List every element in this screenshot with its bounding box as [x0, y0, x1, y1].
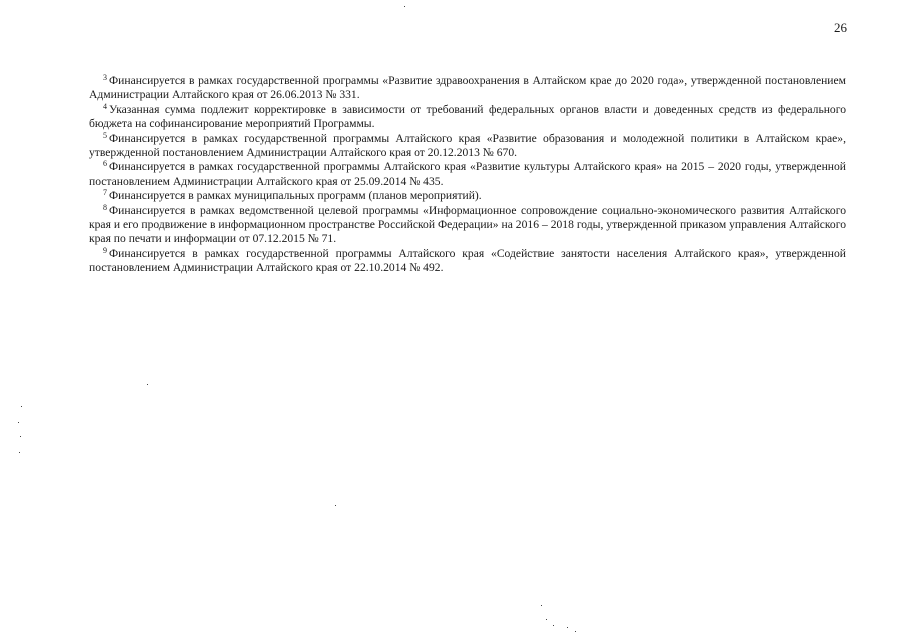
page-number: 26 [834, 20, 847, 35]
footnote-text: Финансируется в рамках государственной программы Алтайского края «Развитие культуры Алтайского края» на 2015 – 2020 годы, утвержденной постановлением Администрации Алтайского края от 25.09.2014 № 435. [89, 160, 846, 188]
footnote-9 [89, 247, 846, 276]
footnotes-list [89, 74, 846, 276]
footnote-text: Финансируется в рамках муниципальных программ (планов мероприятий). [109, 189, 482, 203]
footnote-text: Указанная сумма подлежит корректировке в зависимости от требований федеральных органов власти и доведенных средств из федерального бюджета на софинансирование мероприятий Программы. [89, 102, 846, 131]
scan-speck [575, 631, 576, 632]
footnote-text: Финансируется в рамках государственной программы Алтайского края «Содействие занятости населения Алтайского края», утвержденной постановлением Администрации Алтайского края от 22.10.2014 № 492. [89, 246, 846, 275]
footnote-mark: 4 [103, 101, 107, 111]
footnote-mark: 7 [103, 188, 107, 198]
footnote-7 [89, 189, 846, 203]
scan-speck [20, 436, 21, 437]
footnote-text: Финансируется в рамках государственной программы «Развитие здравоохранения в Алтайском крае до 2020 года», утвержденной постановлением Администрации Алтайского края от 26.06.2013 № 331. [89, 74, 846, 102]
scan-speck [21, 406, 22, 407]
scan-speck [19, 452, 20, 453]
scan-speck [567, 627, 568, 628]
footnote-6 [89, 160, 846, 189]
footnote-5 [89, 132, 846, 161]
footnote-mark: 3 [103, 73, 107, 82]
scan-speck [147, 384, 148, 385]
scan-speck [404, 6, 405, 7]
scan-speck [541, 605, 542, 606]
footnote-8 [89, 204, 846, 247]
footnote-text: Финансируется в рамках ведомственной целевой программы «Информационное сопровождение социально-экономического развития Алтайского края и его продвижение в информационном пространстве Российской Федерации» на 2016 – 2018 годы, утвержденной приказом управления Алтайского края по печати и информации от 07.12.2015 № 71. [89, 203, 846, 246]
scan-speck [18, 422, 19, 423]
scan-speck [335, 505, 336, 506]
footnote-mark: 5 [103, 130, 107, 140]
footnote-mark: 8 [103, 202, 107, 212]
footnote-3 [89, 74, 846, 103]
scan-speck [553, 625, 554, 626]
footnote-mark: 6 [103, 159, 107, 169]
scan-speck [546, 619, 547, 620]
footnote-mark: 9 [103, 245, 107, 255]
footnote-4 [89, 103, 846, 132]
footnote-text: Финансируется в рамках государственной программы Алтайского края «Развитие образования и молодежной политики в Алтайском крае», утвержденной постановлением Администрации Алтайского края от 20.12.2013 № 670. [89, 131, 846, 160]
